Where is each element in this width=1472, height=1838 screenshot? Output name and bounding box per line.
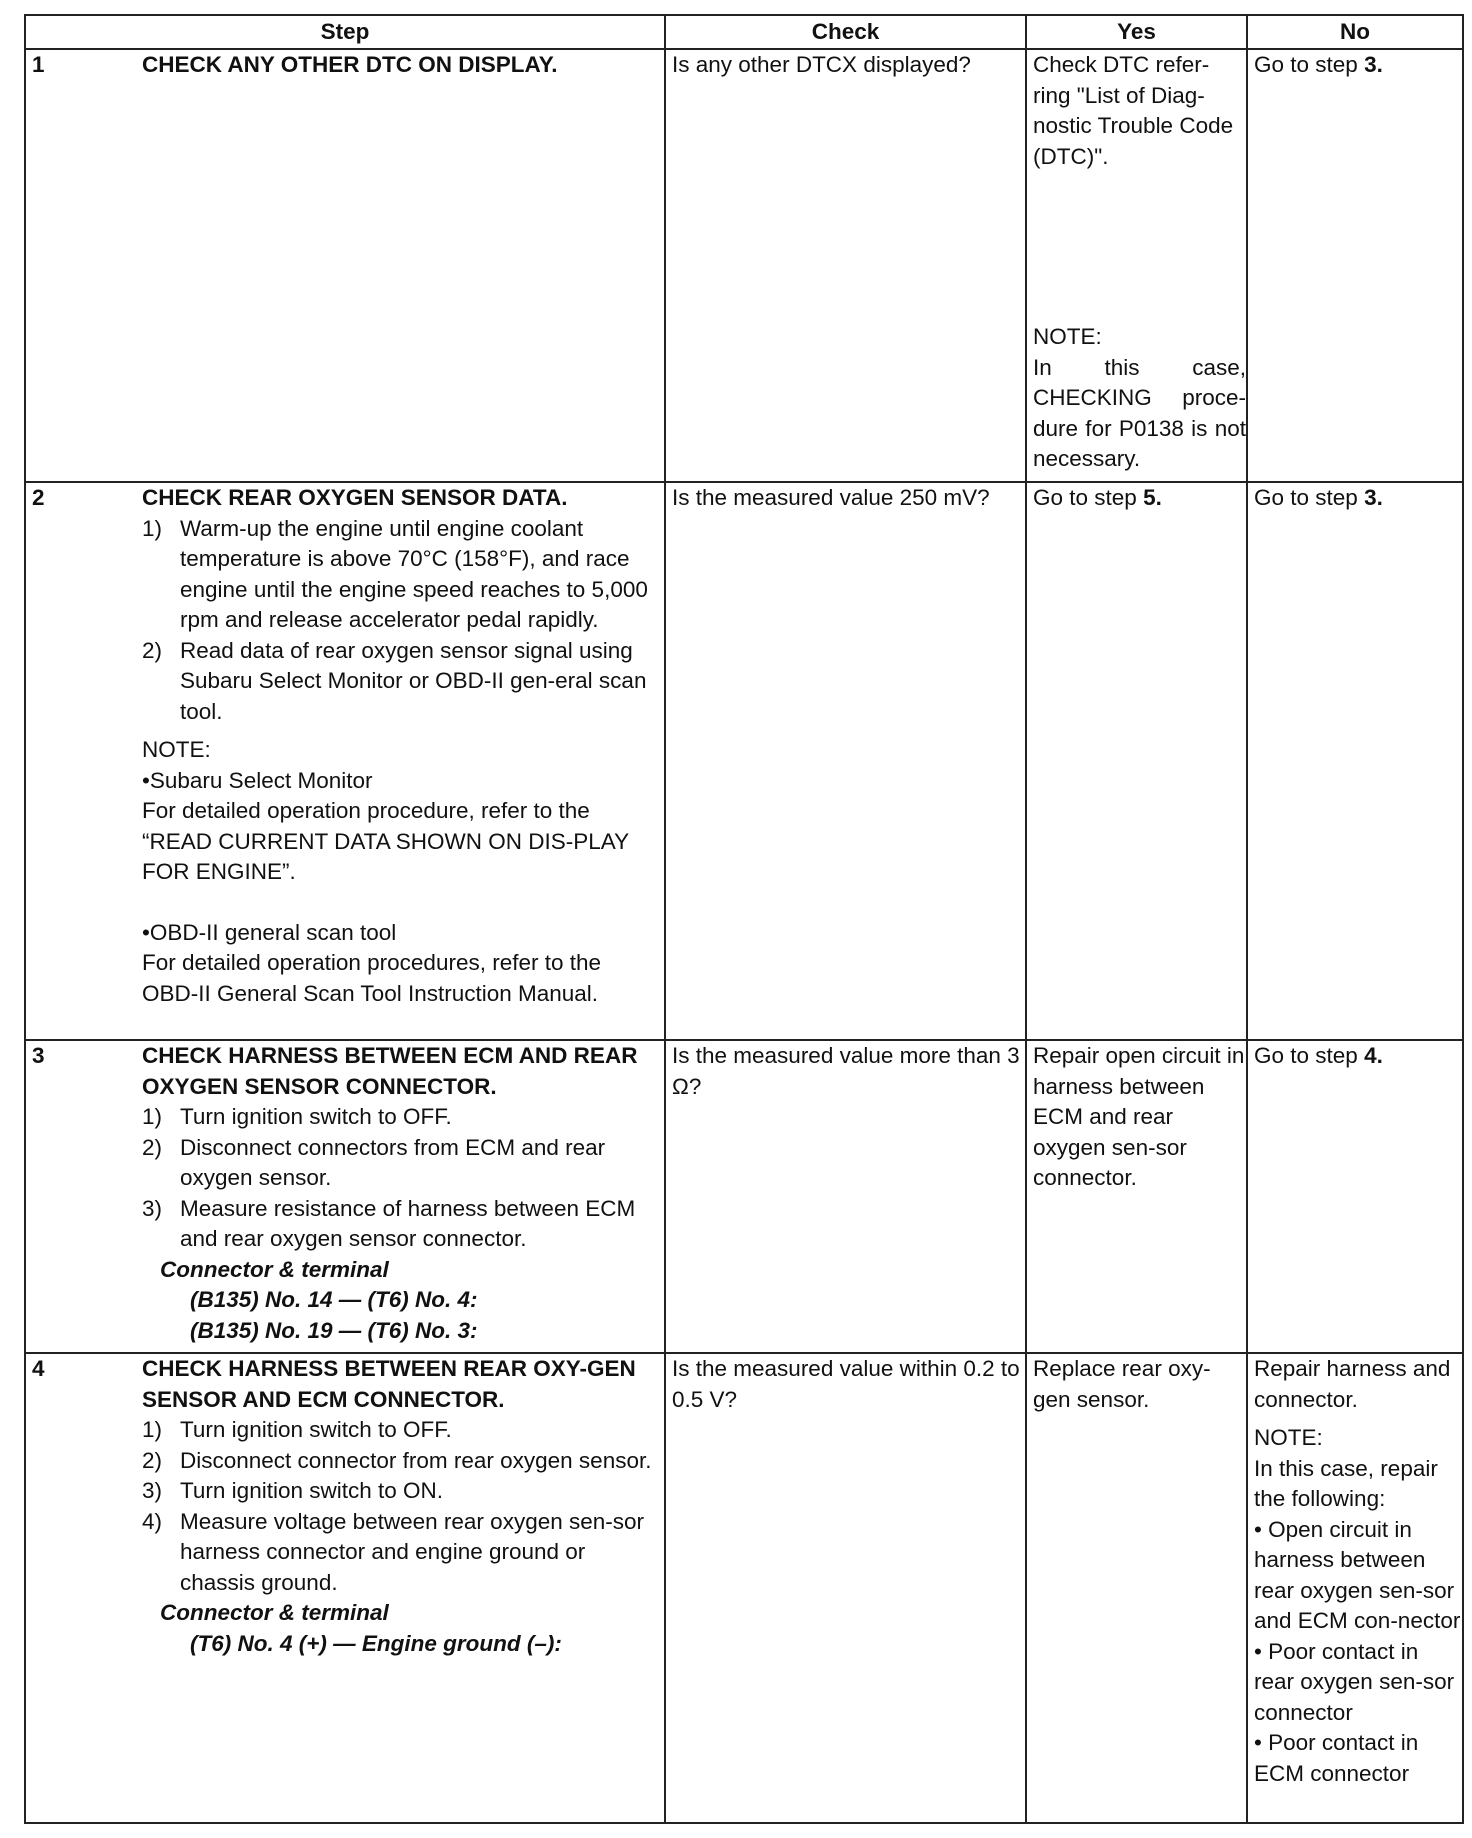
procedure-list <box>142 1415 660 1598</box>
list-item <box>142 1507 660 1599</box>
list-item-text: Disconnect connector from rear oxygen sensor. <box>180 1447 652 1473</box>
note-obd-text: For detailed operation procedures, refer to the OBD-II General Scan Tool Instruction Manual. <box>142 950 602 1006</box>
procedure-list <box>142 1102 660 1255</box>
no-step: 3. <box>1364 52 1383 77</box>
list-item-number: 2) <box>142 1447 163 1473</box>
step-number: 1 <box>32 52 45 77</box>
list-item-text: Disconnect connectors from ECM and rear oxygen sensor. <box>180 1134 606 1190</box>
connector-terminal-line: (B135) No. 19 — (T6) No. 3: <box>190 1317 478 1343</box>
header-row <box>25 15 1463 49</box>
no-cell <box>1247 482 1463 1040</box>
no-cell <box>1247 1040 1463 1353</box>
step-number: 3 <box>32 1043 45 1068</box>
list-item <box>142 1102 660 1133</box>
yes-cell <box>1026 482 1247 1040</box>
yes-step: 5. <box>1143 485 1162 510</box>
step-cell <box>25 49 665 482</box>
list-item <box>142 1476 660 1507</box>
step-number: 2 <box>32 485 45 510</box>
header-check: Check <box>665 15 1026 49</box>
list-item-text: Turn ignition switch to OFF. <box>180 1417 452 1442</box>
note-obd-head: •OBD-II general scan tool <box>142 919 397 945</box>
yes-cell: Repair open circuit in harness between ECM and rear oxygen sen-sor connector. <box>1026 1040 1247 1353</box>
yes-prefix: Go to step <box>1033 485 1144 510</box>
connector-terminal-label: Connector & terminal <box>160 1256 389 1282</box>
connector-terminal-line: (B135) No. 14 — (T6) No. 4: <box>190 1287 478 1312</box>
list-item-number: 4) <box>142 1508 163 1534</box>
list-item-number: 1) <box>142 1417 163 1442</box>
yes-text: Check DTC refer-ring "List of Diag-nostic Trouble Code (DTC)". <box>1033 52 1234 169</box>
list-item-text: Turn ignition switch to ON. <box>180 1478 444 1503</box>
procedure-list <box>142 514 660 728</box>
note-subaru-head: •Subaru Select Monitor <box>142 767 373 793</box>
step-title: CHECK REAR OXYGEN SENSOR DATA. <box>142 485 568 510</box>
list-item-number: 2) <box>142 1134 163 1160</box>
list-item-text: Warm-up the engine until engine coolant temperature is above 70°C (158°F), and race engine until the engine speed reaches to 5,000 rpm and release accelerator pedal rapidly. <box>180 515 648 632</box>
list-item <box>142 1133 660 1194</box>
step-cell <box>25 1353 665 1823</box>
header-yes: Yes <box>1026 15 1247 49</box>
list-item-text: Measure voltage between rear oxygen sen-sor harness connector and engine ground or chassis ground. <box>180 1508 645 1595</box>
no-bullet: • Poor contact in ECM connector <box>1254 1730 1419 1786</box>
list-item-text: Measure resistance of harness between ECM and rear oxygen sensor connector. <box>180 1195 636 1251</box>
no-cell <box>1247 49 1463 482</box>
step-title: CHECK ANY OTHER DTC ON DISPLAY. <box>142 52 558 77</box>
no-step: 3. <box>1364 485 1383 510</box>
no-note-text: In this case, repair the following: <box>1254 1455 1438 1511</box>
list-item-number: 1) <box>142 1104 163 1129</box>
check-cell: Is the measured value 250 mV? <box>665 482 1026 1040</box>
note-label: NOTE: <box>142 737 211 762</box>
check-cell: Is the measured value within 0.2 to 0.5 V? <box>665 1353 1026 1823</box>
no-prefix: Go to step <box>1254 52 1365 77</box>
step-title: CHECK HARNESS BETWEEN ECM AND REAR OXYGEN SENSOR CONNECTOR. <box>142 1043 638 1099</box>
yes-note-label: NOTE: <box>1033 324 1102 349</box>
list-item-text: Read data of rear oxygen sensor signal using Subaru Select Monitor or OBD-II gen-eral scan tool. <box>180 637 647 724</box>
table-row <box>25 1040 1463 1353</box>
list-item <box>142 1194 660 1255</box>
no-text: Repair harness and connector. <box>1254 1356 1451 1412</box>
no-prefix: Go to step <box>1254 485 1365 510</box>
step-cell <box>25 482 665 1040</box>
diagnostic-table <box>24 14 1464 1824</box>
no-cell <box>1247 1353 1463 1823</box>
table-row <box>25 1353 1463 1823</box>
check-cell: Is any other DTCX displayed? <box>665 49 1026 482</box>
list-item <box>142 514 660 636</box>
list-item-number: 2) <box>142 637 163 663</box>
connector-terminal-line: (T6) No. 4 (+) — Engine ground (–): <box>190 1630 562 1656</box>
note-subaru-text: For detailed operation procedure, refer to the “READ CURRENT DATA SHOWN ON DIS-PLAY FOR ENGINE”. <box>142 798 629 884</box>
list-item <box>142 1415 660 1446</box>
yes-cell <box>1026 49 1247 482</box>
step-number: 4 <box>32 1356 45 1381</box>
list-item-number: 3) <box>142 1195 163 1221</box>
list-item <box>142 1446 660 1477</box>
connector-terminal-label: Connector & terminal <box>160 1600 389 1625</box>
list-item <box>142 636 660 728</box>
no-prefix: Go to step <box>1254 1043 1365 1068</box>
header-step: Step <box>25 15 665 49</box>
no-bullet: • Open circuit in harness between rear oxygen sen-sor and ECM con-nector <box>1254 1516 1461 1633</box>
table-row <box>25 482 1463 1040</box>
header-no: No <box>1247 15 1463 49</box>
yes-cell: Replace rear oxy-gen sensor. <box>1026 1353 1247 1823</box>
check-cell: Is the measured value more than 3 Ω? <box>665 1040 1026 1353</box>
table-row <box>25 49 1463 482</box>
list-item-number: 3) <box>142 1478 163 1503</box>
yes-note-text: In this case, CHECKING proce-dure for P0138 is not necessary. <box>1033 354 1246 471</box>
step-title: CHECK HARNESS BETWEEN REAR OXY-GEN SENSOR AND ECM CONNECTOR. <box>142 1356 636 1412</box>
list-item-number: 1) <box>142 515 163 541</box>
step-cell <box>25 1040 665 1353</box>
no-step: 4. <box>1364 1043 1383 1068</box>
no-note-label: NOTE: <box>1254 1425 1323 1450</box>
no-bullet: • Poor contact in rear oxygen sen-sor connector <box>1254 1638 1455 1725</box>
list-item-text: Turn ignition switch to OFF. <box>180 1104 452 1129</box>
